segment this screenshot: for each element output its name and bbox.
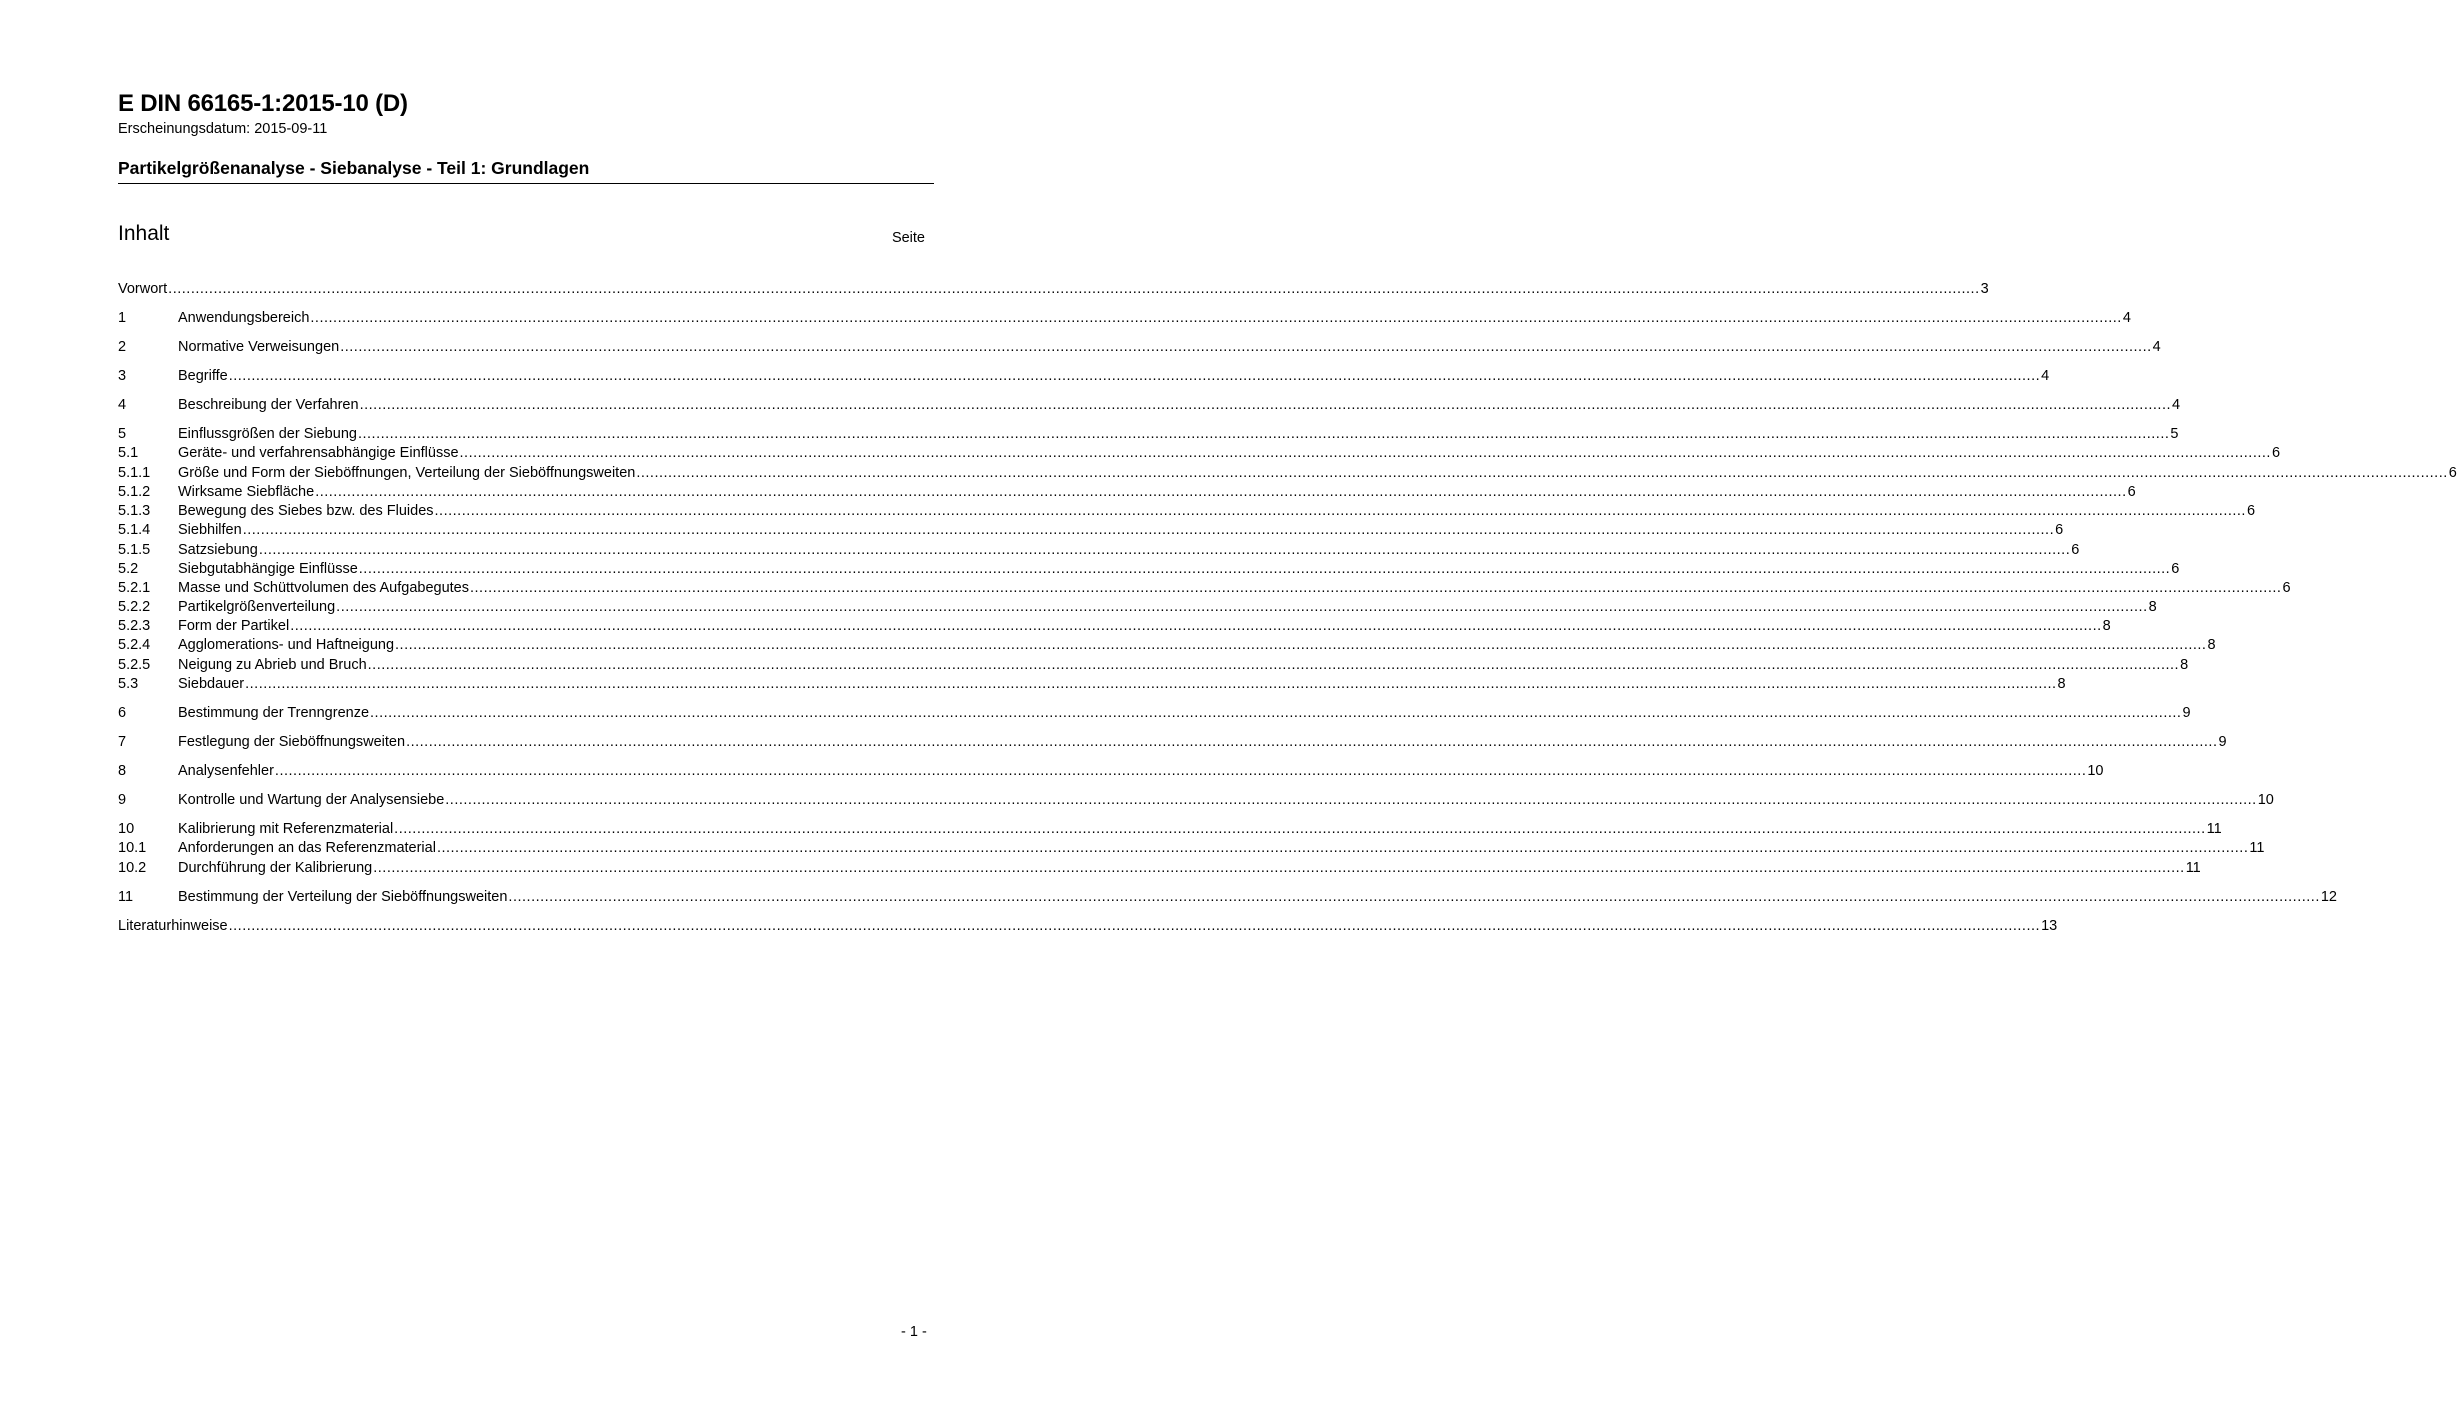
toc-dot-leader: ................................................................................................................................................................................................................................................................................................................................................................................................................ — [459, 445, 2271, 461]
toc-entry-body — [178, 560, 2180, 578]
toc-entry-body — [178, 444, 2281, 462]
toc-dot-leader: ................................................................................................................................................................................................................................................................................................................................................................................................................ — [636, 465, 2448, 481]
toc-entry[interactable] — [118, 541, 2080, 559]
toc-entry-body — [178, 859, 2201, 877]
toc-dot-leader: ................................................................................................................................................................................................................................................................................................................................................................................................................ — [373, 860, 2185, 876]
toc-entry[interactable] — [118, 560, 2180, 578]
toc-entry-body — [178, 820, 2222, 838]
toc-entry-number: 4 — [118, 397, 127, 413]
toc-entry-body — [178, 579, 2291, 597]
toc-entry[interactable] — [118, 464, 2457, 482]
toc-entry[interactable] — [118, 598, 2157, 616]
toc-entry-number: 6 — [118, 705, 127, 721]
toc-entry-title: Siebgutabhängige Einflüsse — [178, 561, 358, 577]
toc-entry-number: 5.2.3 — [118, 618, 151, 634]
toc-entry-title: Siebhilfen — [178, 522, 242, 538]
toc-entry-page: 8 — [2102, 618, 2111, 634]
toc-dot-leader: ................................................................................................................................................................................................................................................................................................................................................................................................................ — [395, 637, 2207, 653]
toc-entry-page: 6 — [2246, 503, 2256, 519]
toc-entry-body — [178, 521, 2064, 539]
toc-entry-page: 3 — [1980, 281, 1989, 297]
toc-entry-body — [178, 733, 2227, 751]
toc-entry[interactable] — [118, 820, 2222, 838]
toc-entry-number: 7 — [118, 734, 127, 750]
toc-entry-body — [178, 839, 2265, 857]
toc-entry-body — [178, 396, 2181, 414]
toc-entry-page: 4 — [2152, 339, 2161, 355]
toc-entry[interactable] — [118, 636, 2216, 654]
toc-entry-page: 11 — [2206, 821, 2222, 837]
toc-entry-number: 9 — [118, 792, 127, 808]
toc-entry-page: 9 — [2218, 734, 2227, 750]
toc-entry-number: 5.1.1 — [118, 465, 151, 481]
toc-entry[interactable] — [118, 483, 2136, 501]
toc-entry-title: Durchführung der Kalibrierung — [178, 860, 373, 876]
toc-heading: Inhalt — [118, 222, 170, 245]
toc-entry[interactable] — [118, 617, 2111, 635]
toc-entry-number: 2 — [118, 339, 127, 355]
toc-entry-body — [178, 888, 2337, 906]
toc-entry-number: 5.1.3 — [118, 503, 151, 519]
toc-entry[interactable] — [118, 367, 2050, 385]
toc-dot-leader: ................................................................................................................................................................................................................................................................................................................................................................................................................ — [508, 889, 2320, 905]
toc-entry[interactable] — [118, 675, 2066, 693]
toc-entry-number: 1 — [118, 310, 127, 326]
toc-entry-body — [178, 704, 2191, 722]
toc-entry[interactable] — [118, 733, 2227, 751]
toc-entry-number: 5.1 — [118, 445, 139, 461]
toc-entry-body — [178, 617, 2111, 635]
toc-dot-leader: ................................................................................................................................................................................................................................................................................................................................................................................................................ — [315, 484, 2127, 500]
toc-entry-number: 10 — [118, 821, 135, 837]
toc-entry[interactable] — [118, 888, 2337, 906]
toc-entry-number: 3 — [118, 368, 127, 384]
toc-entry-title: Bestimmung der Trenngrenze — [178, 705, 370, 721]
toc-entry[interactable] — [118, 791, 2274, 809]
toc-dot-leader: ................................................................................................................................................................................................................................................................................................................................................................................................................ — [340, 339, 2152, 355]
toc-entry-title: Literaturhinweise — [118, 918, 228, 934]
toc-entry-body — [178, 338, 2161, 356]
toc-entry-page: 6 — [2271, 445, 2281, 461]
toc-entry-page: 6 — [2055, 522, 2064, 538]
toc-entry-title: Form der Partikel — [178, 618, 290, 634]
toc-entry-title: Kontrolle und Wartung der Analysensiebe — [178, 792, 445, 808]
toc-entry-number: 8 — [118, 763, 127, 779]
toc-entry-title: Einflussgrößen der Siebung — [178, 426, 357, 442]
toc-entry-body — [178, 636, 2216, 654]
toc-entry-page: 11 — [2249, 840, 2265, 856]
toc-entry-title: Kalibrierung mit Referenzmaterial — [178, 821, 394, 837]
toc-entry[interactable] — [118, 396, 2181, 414]
document-id: E DIN 66165-1:2015-10 (D) — [118, 90, 408, 117]
toc-entry-page: 12 — [2320, 889, 2337, 905]
toc-entry-page: 4 — [2122, 310, 2131, 326]
toc-dot-leader: ................................................................................................................................................................................................................................................................................................................................................................................................................ — [242, 522, 2055, 538]
toc-entry-title: Masse und Schüttvolumen des Aufgabegutes — [178, 580, 469, 596]
toc-entry-title: Siebdauer — [178, 676, 245, 692]
toc-entry-number: 5.2.5 — [118, 657, 151, 673]
toc-entry-title: Normative Verweisungen — [178, 339, 340, 355]
toc-dot-leader: ................................................................................................................................................................................................................................................................................................................................................................................................................ — [274, 763, 2087, 779]
toc-entry-title: Partikelgrößenverteilung — [178, 599, 336, 615]
toc-dot-leader: ................................................................................................................................................................................................................................................................................................................................................................................................................ — [258, 542, 2071, 558]
toc-entry[interactable] — [118, 425, 2179, 443]
toc-dot-leader: ................................................................................................................................................................................................................................................................................................................................................................................................................ — [357, 426, 2170, 442]
toc-entry-body — [178, 464, 2457, 482]
toc-entry-number: 11 — [118, 889, 134, 905]
toc-entry-body — [178, 762, 2104, 780]
toc-dot-leader: ................................................................................................................................................................................................................................................................................................................................................................................................................ — [394, 821, 2206, 837]
toc-entry[interactable] — [118, 502, 2256, 520]
toc-entry-number: 5.2.4 — [118, 637, 151, 653]
toc-entry-title: Begriffe — [178, 368, 228, 384]
toc-entry[interactable] — [118, 579, 2291, 597]
publication-date: Erscheinungsdatum: 2015-09-11 — [118, 121, 328, 137]
toc-entry-body — [178, 598, 2157, 616]
toc-entry-body — [118, 917, 2058, 935]
toc-entry-title: Neigung zu Abrieb und Bruch — [178, 657, 367, 673]
toc-entry-number: 10.1 — [118, 840, 147, 856]
toc-entry-page: 8 — [2180, 657, 2189, 673]
toc-dot-leader: ................................................................................................................................................................................................................................................................................................................................................................................................................ — [436, 840, 2249, 856]
toc-entry[interactable] — [118, 280, 1989, 298]
toc-entry[interactable] — [118, 656, 2189, 674]
toc-entry[interactable] — [118, 839, 2265, 857]
toc-entry-page: 10 — [2087, 763, 2104, 779]
toc-entry-page: 6 — [2282, 580, 2291, 596]
toc-entry-title: Bewegung des Siebes bzw. des Fluides — [178, 503, 434, 519]
toc-entry-page: 11 — [2185, 860, 2201, 876]
toc-dot-leader: ................................................................................................................................................................................................................................................................................................................................................................................................................ — [406, 734, 2218, 750]
toc-entry[interactable] — [118, 859, 2201, 877]
toc-entry-body — [178, 502, 2256, 520]
toc-entry-number: 5 — [118, 426, 127, 442]
toc-entry-title: Wirksame Siebfläche — [178, 484, 315, 500]
page-number: - 1 - — [901, 1324, 927, 1340]
toc-entry[interactable] — [118, 338, 2161, 356]
toc-entry-title: Beschreibung der Verfahren — [178, 397, 359, 413]
toc-dot-leader: ................................................................................................................................................................................................................................................................................................................................................................................................................ — [336, 599, 2148, 615]
toc-entry-title: Geräte- und verfahrensabhängige Einflüsse — [178, 445, 459, 461]
toc-entry-page: 6 — [2448, 465, 2457, 481]
toc-entry-title: Größe und Form der Sieböffnungen, Verteilung der Sieböffnungsweiten — [178, 465, 636, 481]
toc-entry-page: 4 — [2041, 368, 2050, 384]
toc-entry-page: 8 — [2148, 599, 2157, 615]
toc-entry[interactable] — [118, 309, 2131, 327]
toc-entry[interactable] — [118, 917, 2058, 935]
toc-entry-title: Satzsiebung — [178, 542, 258, 558]
toc-entry-body — [178, 367, 2050, 385]
toc-entry-body — [178, 425, 2179, 443]
toc-entry-number: 5.3 — [118, 676, 139, 692]
toc-page-column-label: Seite — [891, 230, 925, 246]
toc-entry-page: 6 — [2171, 561, 2180, 577]
toc-dot-leader: ................................................................................................................................................................................................................................................................................................................................................................................................................ — [359, 397, 2172, 413]
title-divider — [118, 183, 934, 184]
toc-entry-page: 9 — [2182, 705, 2191, 721]
toc-entry-number: 5.1.2 — [118, 484, 151, 500]
toc-entry-number: 5.2 — [118, 561, 139, 577]
toc-entry-body — [178, 483, 2136, 501]
toc-entry[interactable] — [118, 704, 2191, 722]
toc-dot-leader: ................................................................................................................................................................................................................................................................................................................................................................................................................ — [434, 503, 2246, 519]
toc-dot-leader: ................................................................................................................................................................................................................................................................................................................................................................................................................ — [310, 310, 2122, 326]
toc-entry[interactable] — [118, 762, 2104, 780]
toc-entry-title: Analysenfehler — [178, 763, 274, 779]
toc-dot-leader: ................................................................................................................................................................................................................................................................................................................................................................................................................ — [290, 618, 2102, 634]
toc-entry-title: Bestimmung der Verteilung der Sieböffnungsweiten — [178, 889, 508, 905]
toc-entry[interactable] — [118, 444, 2281, 462]
toc-entry[interactable] — [118, 521, 2064, 539]
toc-entry-body — [178, 675, 2066, 693]
toc-dot-leader: ................................................................................................................................................................................................................................................................................................................................................................................................................ — [228, 368, 2041, 384]
toc-dot-leader: ................................................................................................................................................................................................................................................................................................................................................................................................................ — [168, 281, 1980, 297]
toc-dot-leader: ................................................................................................................................................................................................................................................................................................................................................................................................................ — [370, 705, 2182, 721]
toc-entry-page: 10 — [2257, 792, 2274, 808]
toc-entry-page: 6 — [2127, 484, 2136, 500]
toc-dot-leader: ................................................................................................................................................................................................................................................................................................................................................................................................................ — [358, 561, 2171, 577]
toc-entry-body — [178, 541, 2080, 559]
toc-entry-title: Anforderungen an das Referenzmaterial — [178, 840, 436, 856]
toc-entry-title: Vorwort — [118, 281, 168, 297]
toc-entry-title: Festlegung der Sieböffnungsweiten — [178, 734, 406, 750]
toc-entry-number: 5.2.2 — [118, 599, 151, 615]
toc-entry-page: 8 — [2207, 637, 2216, 653]
toc-entry-body — [178, 791, 2274, 809]
toc-dot-leader: ................................................................................................................................................................................................................................................................................................................................................................................................................ — [228, 918, 2041, 934]
toc-dot-leader: ................................................................................................................................................................................................................................................................................................................................................................................................................ — [245, 676, 2057, 692]
toc-entry-number: 5.1.5 — [118, 542, 151, 558]
document-title: Partikelgrößenanalyse - Siebanalyse - Teil 1: Grundlagen — [118, 158, 590, 178]
toc-entry-body — [178, 656, 2189, 674]
toc-entry-page: 5 — [2170, 426, 2179, 442]
toc-dot-leader: ................................................................................................................................................................................................................................................................................................................................................................................................................ — [470, 580, 2282, 596]
toc-entry-title: Agglomerations- und Haftneigung — [178, 637, 395, 653]
toc-dot-leader: ................................................................................................................................................................................................................................................................................................................................................................................................................ — [445, 792, 2257, 808]
toc-entry-title: Anwendungsbereich — [178, 310, 310, 326]
toc-entry-body — [178, 309, 2131, 327]
toc-entry-page: 4 — [2172, 397, 2181, 413]
toc-entry-page: 8 — [2057, 676, 2066, 692]
toc-entry-number: 5.1.4 — [118, 522, 151, 538]
toc-entry-number: 10.2 — [118, 860, 147, 876]
toc-entry-body — [118, 280, 1989, 298]
toc-entry-number: 5.2.1 — [118, 580, 151, 596]
toc-entry-page: 6 — [2071, 542, 2080, 558]
toc-dot-leader: ................................................................................................................................................................................................................................................................................................................................................................................................................ — [367, 657, 2180, 673]
toc-entry-page: 13 — [2041, 918, 2058, 934]
